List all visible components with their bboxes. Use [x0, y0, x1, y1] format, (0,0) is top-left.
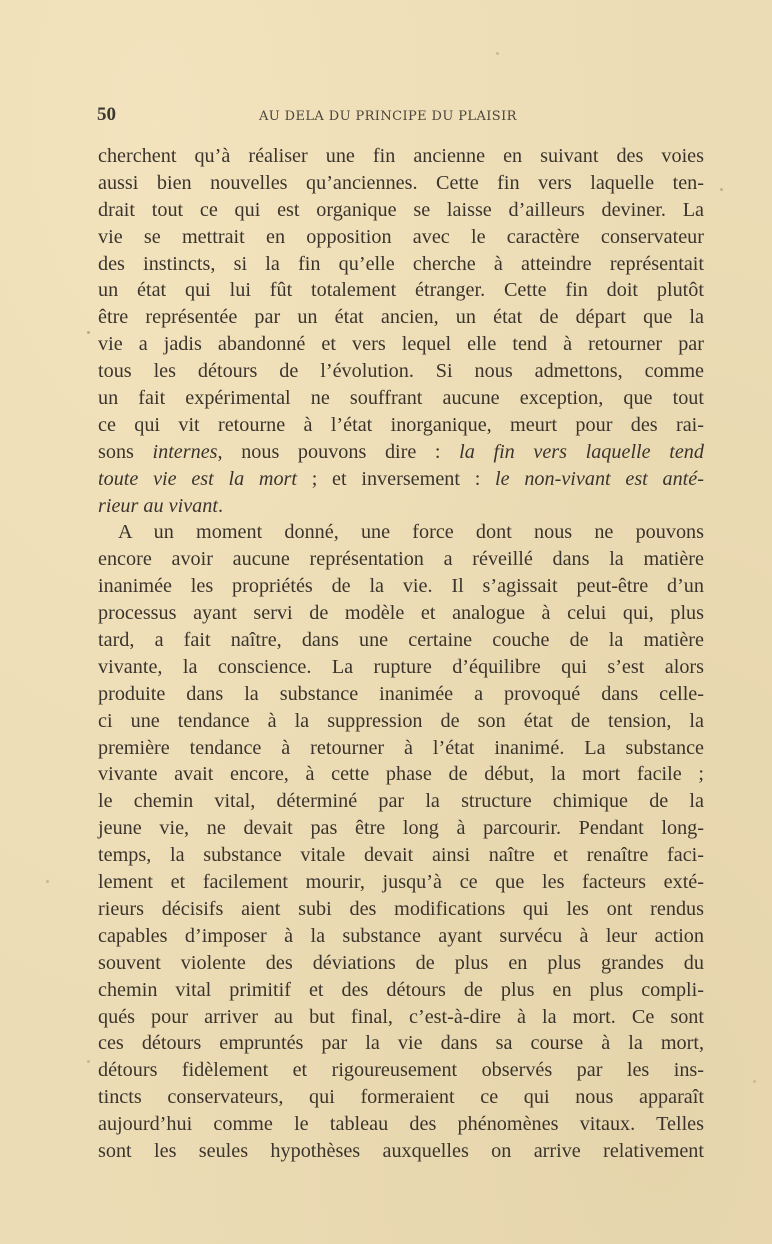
paper-speck	[753, 1080, 756, 1083]
text-line	[98, 896, 704, 923]
italic-text: le non-vivant est anté-	[495, 467, 704, 490]
text-run: aujourd’hui comme le tableau des phénomènes vitaux. Telles	[98, 1113, 704, 1136]
text-run: un fait expérimental ne souffrant aucune exception, que tout	[98, 387, 704, 410]
text-line	[98, 170, 704, 197]
body-text	[98, 143, 704, 1165]
text-run: cherchent qu’à réaliser une fin ancienne en suivant des voies	[98, 145, 704, 167]
text-run: A un moment donné, une force dont nous ne pouvons	[118, 521, 704, 544]
text-line	[98, 950, 704, 977]
running-title: AU DELA DU PRINCIPE DU PLAISIR	[259, 109, 517, 124]
text-line	[98, 1030, 704, 1057]
text-run: drait tout ce qui est organique se laisse d’ailleurs deviner. La	[98, 198, 704, 221]
text-run: détours fidèlement et rigoureusement observés par les ins-	[98, 1059, 704, 1082]
text-line	[98, 708, 704, 735]
italic-text: toute vie est la mort	[98, 467, 298, 490]
text-run: vivante, la conscience. La rupture d’équilibre qui s’est alors	[98, 655, 704, 678]
text-run: ; et inversement :	[297, 467, 496, 490]
paper-speck	[496, 52, 499, 55]
text-run: , nous pouvons dire :	[217, 440, 460, 463]
text-line	[98, 815, 704, 842]
text-run: aussi bien nouvelles qu’anciennes. Cette fin vers laquelle ten-	[98, 171, 704, 194]
text-run: tincts conservateurs, qui formeraient ce qui nous apparaît	[98, 1086, 704, 1109]
text-line	[98, 1057, 704, 1084]
text-line	[98, 493, 704, 520]
text-run: .	[217, 494, 224, 517]
text-line	[98, 412, 704, 439]
text-run: qués pour arriver au but final, c’est-à-dire à la mort. Ce sont	[98, 1005, 704, 1028]
text-run: ce qui vit retourne à l’état inorganique, meurt pour des rai-	[98, 413, 704, 436]
text-line	[98, 573, 704, 600]
page-number: 50	[97, 104, 116, 125]
text-run: des instincts, si la fin qu’elle cherche à atteindre représentait	[98, 252, 704, 275]
text-run: être représentée par un état ancien, un état de départ que la	[98, 306, 704, 329]
text-line	[98, 304, 704, 331]
text-run: produite dans la substance inanimée a provoqué dans celle-	[98, 682, 704, 705]
text-line	[98, 439, 704, 466]
text-run: temps, la substance vitale devait ainsi naître et renaître faci-	[98, 844, 704, 867]
text-line	[98, 1084, 704, 1111]
text-run: inanimée les propriétés de la vie. Il s’agissait peut-être d’un	[98, 575, 704, 598]
text-line	[98, 654, 704, 681]
paper-speck	[46, 880, 49, 883]
text-line	[98, 143, 704, 170]
text-line	[98, 385, 704, 412]
text-run: vie a jadis abandonné et vers lequel elle tend à retourner par	[98, 333, 704, 356]
text-line	[98, 842, 704, 869]
text-run: processus ayant servi de modèle et analogue à celui qui, plus	[98, 602, 704, 625]
text-run: première tendance à retourner à l’état inanimé. La substance	[98, 736, 704, 759]
text-line	[98, 600, 704, 627]
text-run: tard, a fait naître, dans une certaine couche de la matière	[98, 629, 704, 652]
text-line	[98, 735, 704, 762]
text-line	[98, 761, 704, 788]
text-line	[98, 546, 704, 573]
text-line	[98, 277, 704, 304]
paper-speck	[87, 331, 90, 334]
text-run: lement et facilement mourir, jusqu’à ce que les facteurs exté-	[98, 871, 704, 894]
text-run: sont les seules hypothèses auxquelles on arrive relativement	[98, 1139, 704, 1162]
italic-text: internes	[152, 440, 218, 463]
text-run: souvent violente des déviations de plus en plus grandes du	[98, 951, 704, 974]
italic-text: rieur au vivant	[98, 494, 218, 517]
paper-speck	[87, 1060, 90, 1063]
text-run: le chemin vital, déterminé par la structure chimique de la	[98, 790, 704, 813]
text-line	[98, 519, 704, 546]
text-line	[98, 1004, 704, 1031]
text-line	[98, 358, 704, 385]
text-line	[98, 627, 704, 654]
text-line	[98, 197, 704, 224]
text-line	[98, 1111, 704, 1138]
text-run: rieurs décisifs aient subi des modifications qui les ont rendus	[98, 897, 704, 920]
running-head	[97, 104, 703, 128]
text-run: chemin vital primitif et des détours de plus en plus compli-	[98, 978, 704, 1001]
text-line	[98, 788, 704, 815]
italic-text: la fin vers laquelle tend	[459, 440, 704, 463]
text-line	[98, 251, 704, 278]
text-run: encore avoir aucune représentation a réveillé dans la matière	[98, 548, 704, 571]
text-run: vie se mettrait en opposition avec le caractère conservateur	[98, 225, 704, 248]
text-run: jeune vie, ne devait pas être long à parcourir. Pendant long-	[98, 817, 704, 840]
text-run: tous les détours de l’évolution. Si nous admettons, comme	[98, 360, 704, 383]
text-line	[98, 977, 704, 1004]
text-line	[98, 1138, 704, 1165]
text-run: ci une tendance à la suppression de son état de tension, la	[98, 709, 704, 732]
text-run: un état qui lui fût totalement étranger. Cette fin doit plutôt	[98, 279, 704, 302]
text-run: sons	[98, 440, 153, 463]
text-run: capables d’imposer à la substance ayant survécu à leur action	[98, 924, 704, 947]
text-run: ces détours empruntés par la vie dans sa course à la mort,	[98, 1032, 704, 1055]
text-line	[98, 466, 704, 493]
text-line	[98, 681, 704, 708]
text-line	[98, 224, 704, 251]
text-run: vivante avait encore, à cette phase de début, la mort facile ;	[98, 763, 704, 786]
text-line	[98, 869, 704, 896]
paper-speck	[720, 188, 723, 191]
text-line	[98, 923, 704, 950]
text-line	[98, 331, 704, 358]
